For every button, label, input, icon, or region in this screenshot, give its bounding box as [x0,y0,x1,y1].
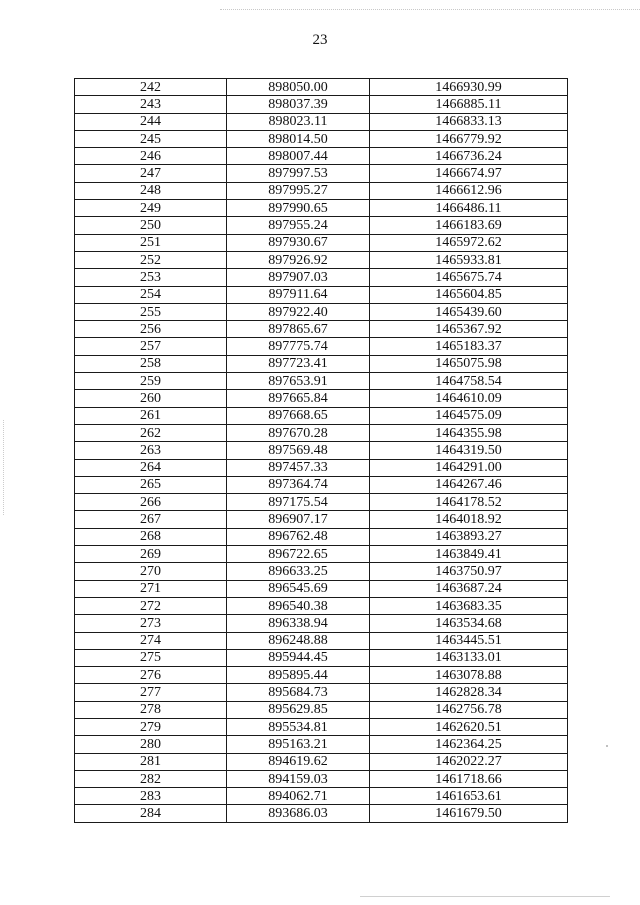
x-coordinate-cell: 896633.25 [227,563,370,580]
point-number-cell: 262 [75,424,227,441]
y-coordinate-cell: 1463893.27 [370,528,568,545]
point-number-cell: 251 [75,234,227,251]
point-number-cell: 273 [75,615,227,632]
table-row [75,217,568,234]
y-coordinate-cell: 1465183.37 [370,338,568,355]
y-coordinate-cell: 1462022.27 [370,753,568,770]
x-coordinate-cell: 896722.65 [227,546,370,563]
table-row [75,79,568,96]
table-row [75,251,568,268]
point-number-cell: 243 [75,96,227,113]
y-coordinate-cell: 1463683.35 [370,597,568,614]
x-coordinate-cell: 895684.73 [227,684,370,701]
table-row [75,303,568,320]
x-coordinate-cell: 897997.53 [227,165,370,182]
x-coordinate-cell: 894619.62 [227,753,370,770]
point-number-cell: 278 [75,701,227,718]
table-row [75,580,568,597]
x-coordinate-cell: 898037.39 [227,96,370,113]
y-coordinate-cell: 1466779.92 [370,130,568,147]
y-coordinate-cell: 1466612.96 [370,182,568,199]
page-number: 23 [312,32,328,48]
y-coordinate-cell: 1465604.85 [370,286,568,303]
table-row [75,805,568,822]
y-coordinate-cell: 1462364.25 [370,736,568,753]
table-row [75,286,568,303]
x-coordinate-cell: 897990.65 [227,200,370,217]
y-coordinate-cell: 1465367.92 [370,321,568,338]
table-row [75,390,568,407]
table-row [75,667,568,684]
y-coordinate-cell: 1464575.09 [370,407,568,424]
point-number-cell: 281 [75,753,227,770]
y-coordinate-cell: 1463078.88 [370,667,568,684]
table-row [75,148,568,165]
point-number-cell: 244 [75,113,227,130]
y-coordinate-cell: 1462828.34 [370,684,568,701]
x-coordinate-cell: 897668.65 [227,407,370,424]
x-coordinate-cell: 895163.21 [227,736,370,753]
table-row [75,113,568,130]
x-coordinate-cell: 895895.44 [227,667,370,684]
table-row [75,770,568,787]
table-row [75,96,568,113]
point-number-cell: 277 [75,684,227,701]
point-number-cell: 275 [75,649,227,666]
y-coordinate-cell: 1463687.24 [370,580,568,597]
x-coordinate-cell: 898050.00 [227,79,370,96]
y-coordinate-cell: 1464291.00 [370,459,568,476]
y-coordinate-cell: 1464610.09 [370,390,568,407]
table-row [75,234,568,251]
x-coordinate-cell: 893686.03 [227,805,370,822]
point-number-cell: 271 [75,580,227,597]
point-number-cell: 274 [75,632,227,649]
table-row [75,373,568,390]
y-coordinate-cell: 1465972.62 [370,234,568,251]
y-coordinate-cell: 1465675.74 [370,269,568,286]
y-coordinate-cell: 1464758.54 [370,373,568,390]
table-row [75,407,568,424]
point-number-cell: 242 [75,79,227,96]
table-row [75,321,568,338]
point-number-cell: 258 [75,355,227,372]
table-row [75,511,568,528]
y-coordinate-cell: 1465075.98 [370,355,568,372]
y-coordinate-cell: 1463133.01 [370,649,568,666]
x-coordinate-cell: 897930.67 [227,234,370,251]
table-row [75,736,568,753]
y-coordinate-cell: 1466930.99 [370,79,568,96]
point-number-cell: 248 [75,182,227,199]
y-coordinate-cell: 1463534.68 [370,615,568,632]
point-number-cell: 250 [75,217,227,234]
point-number-cell: 264 [75,459,227,476]
coordinates-table [74,78,568,823]
table-row [75,355,568,372]
table-row [75,546,568,563]
x-coordinate-cell: 897457.33 [227,459,370,476]
table-row [75,684,568,701]
y-coordinate-cell: 1466486.11 [370,200,568,217]
table-row [75,563,568,580]
y-coordinate-cell: 1462756.78 [370,701,568,718]
x-coordinate-cell: 897670.28 [227,424,370,441]
point-number-cell: 256 [75,321,227,338]
table-row [75,615,568,632]
point-number-cell: 260 [75,390,227,407]
x-coordinate-cell: 897175.54 [227,494,370,511]
x-coordinate-cell: 897723.41 [227,355,370,372]
scan-artifact-dot [606,745,608,747]
scan-artifact-top [220,9,640,10]
point-number-cell: 272 [75,597,227,614]
table-row [75,649,568,666]
table-row [75,476,568,493]
point-number-cell: 276 [75,667,227,684]
table-row [75,597,568,614]
y-coordinate-cell: 1465439.60 [370,303,568,320]
y-coordinate-cell: 1464267.46 [370,476,568,493]
x-coordinate-cell: 897955.24 [227,217,370,234]
x-coordinate-cell: 895629.85 [227,701,370,718]
point-number-cell: 261 [75,407,227,424]
table-row [75,701,568,718]
y-coordinate-cell: 1461679.50 [370,805,568,822]
point-number-cell: 263 [75,442,227,459]
x-coordinate-cell: 894159.03 [227,770,370,787]
table-row [75,424,568,441]
x-coordinate-cell: 895944.45 [227,649,370,666]
point-number-cell: 279 [75,718,227,735]
table-row [75,459,568,476]
x-coordinate-cell: 897569.48 [227,442,370,459]
y-coordinate-cell: 1462620.51 [370,718,568,735]
table-row [75,442,568,459]
y-coordinate-cell: 1466885.11 [370,96,568,113]
scan-artifact-bottom [360,896,610,897]
point-number-cell: 246 [75,148,227,165]
point-number-cell: 266 [75,494,227,511]
point-number-cell: 247 [75,165,227,182]
point-number-cell: 255 [75,303,227,320]
y-coordinate-cell: 1466674.97 [370,165,568,182]
y-coordinate-cell: 1464178.52 [370,494,568,511]
x-coordinate-cell: 896907.17 [227,511,370,528]
table-row [75,788,568,805]
x-coordinate-cell: 897653.91 [227,373,370,390]
point-number-cell: 253 [75,269,227,286]
x-coordinate-cell: 898007.44 [227,148,370,165]
table-row [75,528,568,545]
point-number-cell: 283 [75,788,227,805]
x-coordinate-cell: 897911.64 [227,286,370,303]
x-coordinate-cell: 896338.94 [227,615,370,632]
table-row [75,753,568,770]
y-coordinate-cell: 1465933.81 [370,251,568,268]
point-number-cell: 254 [75,286,227,303]
point-number-cell: 259 [75,373,227,390]
point-number-cell: 268 [75,528,227,545]
x-coordinate-cell: 897907.03 [227,269,370,286]
table-row [75,338,568,355]
point-number-cell: 249 [75,200,227,217]
table-row [75,269,568,286]
point-number-cell: 267 [75,511,227,528]
point-number-cell: 252 [75,251,227,268]
point-number-cell: 269 [75,546,227,563]
point-number-cell: 265 [75,476,227,493]
y-coordinate-cell: 1461718.66 [370,770,568,787]
y-coordinate-cell: 1464319.50 [370,442,568,459]
x-coordinate-cell: 896540.38 [227,597,370,614]
y-coordinate-cell: 1466183.69 [370,217,568,234]
scan-artifact-left [3,420,4,515]
x-coordinate-cell: 897995.27 [227,182,370,199]
y-coordinate-cell: 1466736.24 [370,148,568,165]
table-row [75,200,568,217]
table-row [75,632,568,649]
point-number-cell: 270 [75,563,227,580]
y-coordinate-cell: 1463750.97 [370,563,568,580]
x-coordinate-cell: 894062.71 [227,788,370,805]
table-row [75,130,568,147]
x-coordinate-cell: 897665.84 [227,390,370,407]
table-row [75,718,568,735]
x-coordinate-cell: 898023.11 [227,113,370,130]
point-number-cell: 282 [75,770,227,787]
x-coordinate-cell: 897865.67 [227,321,370,338]
y-coordinate-cell: 1464355.98 [370,424,568,441]
x-coordinate-cell: 898014.50 [227,130,370,147]
y-coordinate-cell: 1461653.61 [370,788,568,805]
y-coordinate-cell: 1463849.41 [370,546,568,563]
x-coordinate-cell: 897364.74 [227,476,370,493]
point-number-cell: 245 [75,130,227,147]
x-coordinate-cell: 895534.81 [227,718,370,735]
x-coordinate-cell: 896762.48 [227,528,370,545]
table-row [75,494,568,511]
y-coordinate-cell: 1464018.92 [370,511,568,528]
table-row [75,165,568,182]
y-coordinate-cell: 1466833.13 [370,113,568,130]
x-coordinate-cell: 897926.92 [227,251,370,268]
x-coordinate-cell: 896248.88 [227,632,370,649]
x-coordinate-cell: 896545.69 [227,580,370,597]
coordinates-table-body [75,79,568,823]
point-number-cell: 257 [75,338,227,355]
y-coordinate-cell: 1463445.51 [370,632,568,649]
point-number-cell: 280 [75,736,227,753]
x-coordinate-cell: 897775.74 [227,338,370,355]
point-number-cell: 284 [75,805,227,822]
table-row [75,182,568,199]
x-coordinate-cell: 897922.40 [227,303,370,320]
